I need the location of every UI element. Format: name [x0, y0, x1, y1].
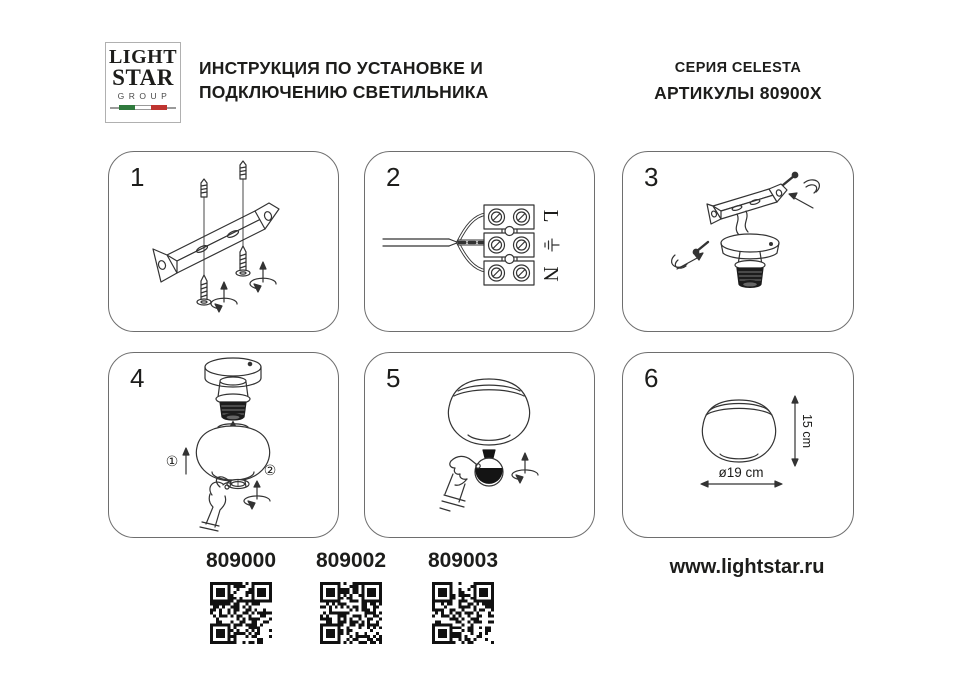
- terminal-block-drawing: [383, 205, 534, 285]
- terminal-label-live: L: [539, 209, 563, 223]
- step-5-number: 5: [386, 363, 401, 393]
- step-3-number: 3: [644, 162, 659, 192]
- step-marker-1: ①: [165, 454, 179, 470]
- flag-green: [119, 105, 135, 110]
- article-code: 809002: [315, 549, 387, 572]
- step-6-illustration: [623, 353, 855, 539]
- step-3-illustration: [623, 152, 855, 333]
- flag-white: [135, 105, 151, 110]
- step-2-panel: [364, 151, 595, 332]
- step-6-panel: [622, 352, 854, 538]
- ground-icon: [545, 239, 559, 251]
- lamp-socket: [737, 268, 763, 287]
- website-url: www.lightstar.ru: [669, 556, 825, 578]
- flag-gray-left: [110, 107, 119, 109]
- height-label: 15 cm: [800, 413, 814, 449]
- italian-flag-stripe: [110, 105, 176, 110]
- hand-icon: [440, 456, 480, 511]
- logo-word-light: LIGHT: [108, 46, 178, 68]
- articles-heading: АРТИКУЛЫ 80900X: [654, 83, 822, 103]
- article-block-809003: [402, 548, 524, 644]
- terminal-label-neutral: N: [539, 266, 563, 282]
- step-1-number: 1: [130, 162, 145, 192]
- step-4-illustration: [109, 353, 340, 539]
- rotate-arrow-icon: [211, 282, 237, 312]
- qr-code: [320, 582, 382, 644]
- lamp-socket: [220, 402, 246, 420]
- bulb-install-drawing: [440, 379, 538, 511]
- diameter-dimension-arrow: [701, 481, 782, 487]
- wall-plug-icon: [804, 180, 819, 193]
- page-title-line1: ИНСТРУКЦИЯ ПО УСТАНОВКЕ И: [199, 58, 483, 78]
- logo-word-star: STAR: [112, 65, 174, 90]
- article-code: 809000: [205, 549, 277, 572]
- rotate-arrow-icon: [512, 453, 538, 483]
- qr-code: [432, 582, 494, 644]
- wall-plug-icon: [240, 161, 246, 179]
- article-block-809000: [180, 548, 302, 644]
- shade-attachment-drawing: [183, 358, 270, 531]
- article-code: 809003: [427, 549, 499, 572]
- flag-gray-right: [167, 107, 176, 109]
- step-3-panel: [622, 151, 854, 332]
- mounting-bracket-drawing: [153, 161, 279, 312]
- lightstar-logo: [105, 42, 181, 123]
- step-6-number: 6: [644, 363, 659, 393]
- step-4-panel: [108, 352, 339, 538]
- screw-icon: [693, 242, 708, 255]
- flag-red: [151, 105, 167, 110]
- rotate-arrow-icon: [250, 262, 276, 292]
- base-mounting-drawing: [672, 172, 820, 287]
- screw-icon: [783, 172, 798, 185]
- step-1-illustration: [109, 152, 340, 333]
- step-2-illustration: [365, 152, 596, 333]
- series-name: СЕРИЯ CELESTA: [674, 60, 802, 76]
- screw-icon: [236, 246, 250, 276]
- diameter-label: ø19 cm: [718, 465, 764, 480]
- height-dimension-arrow: [792, 396, 798, 466]
- hand-icon: [200, 477, 249, 531]
- step-4-number: 4: [130, 363, 145, 393]
- step-1-panel: [108, 151, 339, 332]
- screw-icon: [197, 275, 211, 305]
- step-2-number: 2: [386, 162, 401, 192]
- wall-plug-icon: [201, 179, 207, 197]
- step-marker-2: ②: [263, 463, 277, 479]
- logo-word-group: GROUP: [117, 91, 172, 101]
- page-title-line2: ПОДКЛЮЧЕНИЮ СВЕТИЛЬНИКА: [199, 82, 489, 102]
- series-block: [618, 60, 858, 104]
- step-5-illustration: [365, 353, 596, 539]
- qr-code: [210, 582, 272, 644]
- wall-plug-icon: [672, 255, 687, 268]
- step-5-panel: [364, 352, 595, 538]
- page-title: [199, 56, 489, 104]
- article-block-809002: [290, 548, 412, 644]
